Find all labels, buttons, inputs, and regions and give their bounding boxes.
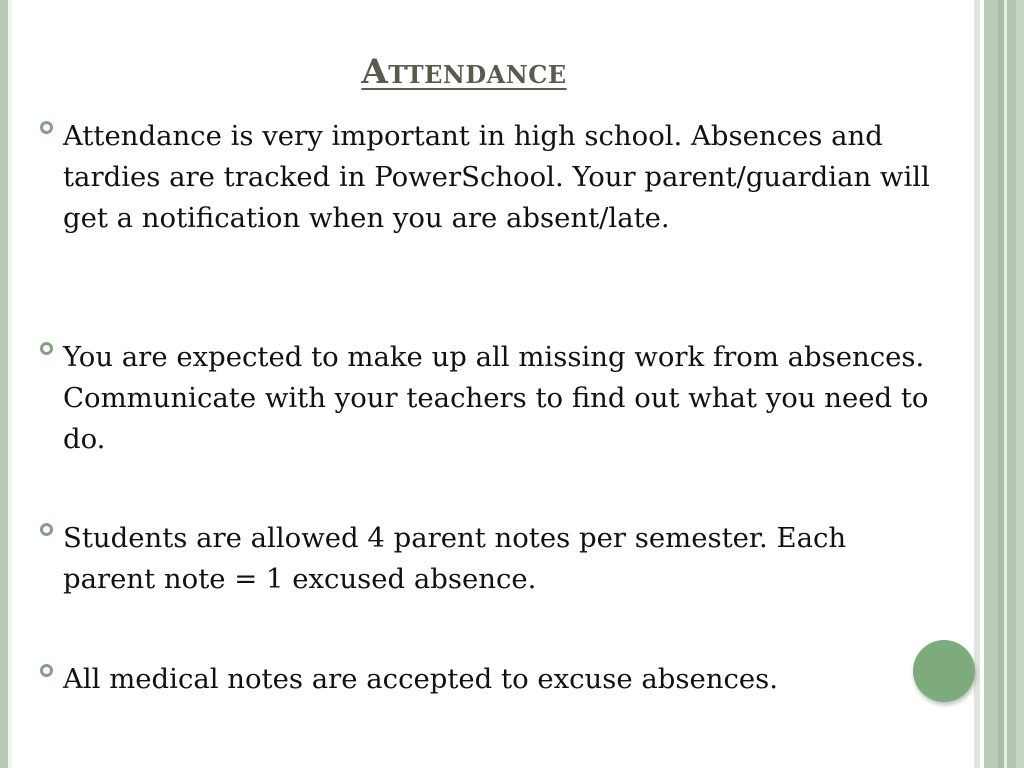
ring-bullet-icon	[40, 342, 53, 355]
ring-bullet-icon	[40, 523, 53, 536]
bullet-item	[40, 337, 940, 460]
left-border-stripe	[0, 0, 8, 768]
bullet-item	[40, 518, 940, 600]
bullet-text: All medical notes are accepted to excuse absences.	[63, 663, 779, 695]
bullet-text: Attendance is very important in high school. Absences and tardies are tracked in PowerSchool. Your parent/guardian will get a notification when you are absent/late.	[63, 120, 930, 234]
bullet-text: You are expected to make up all missing work from absences. Communicate with your teachers to find out what you need to do.	[63, 341, 929, 455]
bullet-item	[40, 116, 940, 239]
left-border-highlight	[8, 0, 12, 768]
ring-bullet-icon	[40, 664, 53, 677]
right-decorative-stripes	[974, 0, 1024, 768]
slide-title	[0, 52, 928, 92]
decorative-circle	[913, 640, 975, 702]
bullet-text: Students are allowed 4 parent notes per semester. Each parent note = 1 excused absence.	[63, 522, 847, 595]
stripe-3	[984, 0, 998, 768]
stripe-6	[1007, 0, 1016, 768]
stripe-7	[1016, 0, 1024, 768]
slide-title-text: Attendance	[361, 52, 567, 92]
bullet-item	[40, 659, 940, 700]
ring-bullet-icon	[40, 121, 53, 134]
